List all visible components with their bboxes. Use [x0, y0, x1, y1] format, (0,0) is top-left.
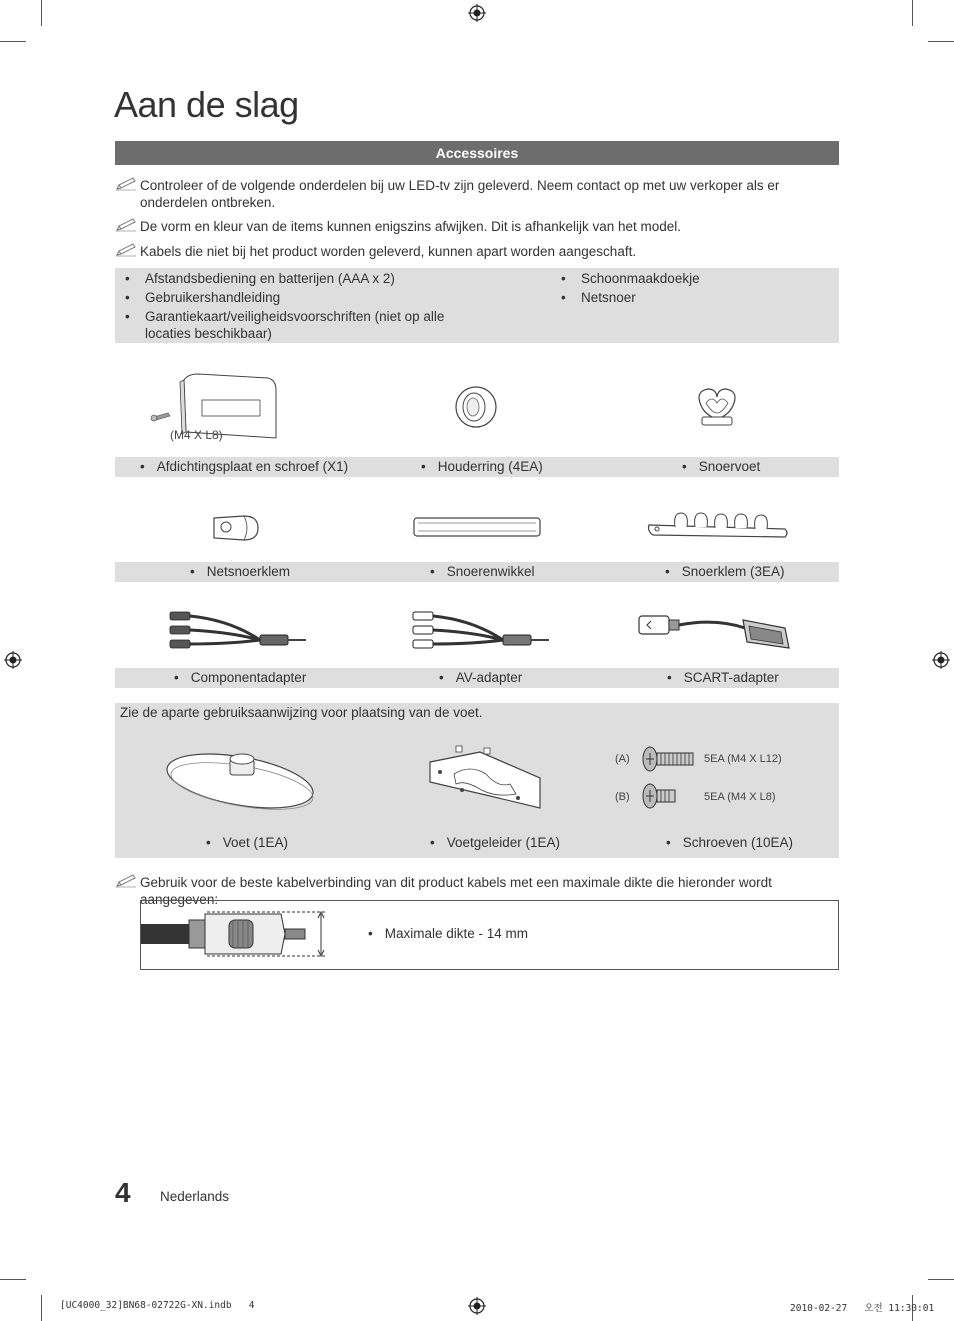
crop-mark	[928, 1279, 954, 1280]
page-number: 4	[115, 1177, 131, 1208]
av-adapter-illustration	[403, 608, 553, 654]
item-caption: • Afdichtingsplaat en schroef (X1)	[140, 457, 348, 477]
stand-intro: Zie de aparte gebruiksaanwijzing voor plaatsing van de voet.	[120, 705, 483, 720]
list-item: • Afstandsbediening en batterijen (AAA x 2)	[145, 270, 505, 287]
crop-mark	[0, 1279, 26, 1280]
pencil-note-icon	[115, 874, 137, 888]
item-caption: • Netsnoerklem	[190, 562, 290, 582]
cable-holder-illustration	[694, 385, 740, 429]
screw-a-spec: 5EA (M4 X L12)	[704, 753, 782, 765]
item-caption: • SCART-adapter	[667, 668, 779, 688]
list-item: • Gebruikershandleiding	[145, 289, 505, 306]
cable-thickness-illustration	[141, 908, 331, 960]
item-caption: • AV-adapter	[439, 668, 522, 688]
holder-ring-illustration	[452, 385, 500, 429]
cable-spec-text: • Maximale dikte - 14 mm	[368, 924, 528, 944]
registration-mark-icon	[468, 4, 486, 22]
scart-adapter-illustration	[635, 608, 800, 654]
cable-clamp-illustration	[645, 507, 791, 543]
item-caption: • Snoerenwikkel	[430, 562, 535, 582]
item-caption: • Voetgeleider (1EA)	[430, 833, 560, 853]
screw-b-spec: 5EA (M4 X L8)	[704, 791, 776, 803]
page-title: Aan de slag	[114, 84, 299, 125]
pencil-note-icon	[115, 243, 137, 257]
item-caption: • Voet (1EA)	[206, 833, 288, 853]
registration-mark-icon	[468, 1297, 486, 1315]
crop-mark	[41, 0, 42, 26]
power-cord-clamp-illustration	[210, 510, 262, 544]
screw-size-label: (M4 X L8)	[170, 428, 223, 442]
registration-mark-icon	[4, 651, 22, 669]
stand-guide-illustration	[420, 744, 550, 812]
item-caption: • Schroeven (10EA)	[666, 833, 793, 853]
item-caption: • Snoerklem (3EA)	[665, 562, 785, 582]
pencil-note-icon	[115, 218, 137, 232]
list-item: • Garantiekaart/veiligheidsvoorschriften (niet op alle locaties beschikbaar)	[145, 308, 490, 342]
note	[115, 218, 839, 235]
section-header: Accessoires	[115, 141, 839, 165]
note	[115, 243, 839, 260]
note-text: Kabels die niet bij het product worden geleverd, kunnen apart worden aangeschaft.	[140, 244, 637, 259]
screw-a-tag: (A)	[615, 753, 630, 765]
list-item: • Netsnoer	[581, 289, 821, 306]
note	[115, 177, 839, 211]
note-text: De vorm en kleur van de items kunnen enigszins afwijken. Dit is afhankelijk van het model.	[140, 219, 682, 234]
component-adapter-illustration	[160, 608, 310, 654]
screw-a-illustration	[640, 745, 696, 773]
print-slug-date: 2010-02-27 오전 11:30:01	[790, 1303, 935, 1314]
crop-mark	[0, 41, 26, 42]
note-text: Gebruik voor de beste kabelverbinding van dit product kabels met een maximale dikte die hieronder wordt aangegeven:	[140, 875, 772, 907]
list-item: • Schoonmaakdoekje	[581, 270, 821, 287]
screw-b-illustration	[640, 782, 680, 810]
print-slug-file: [UC4000_32]BN68-02722G-XN.indb 4	[60, 1300, 255, 1311]
pencil-note-icon	[115, 177, 137, 191]
note-text: Controleer of de volgende onderdelen bij uw LED-tv zijn geleverd. Neem contact op met uw verkoper als er onderdelen ontbreken.	[140, 178, 780, 210]
crop-mark	[41, 1295, 42, 1321]
registration-mark-icon	[932, 651, 950, 669]
item-caption: • Componentadapter	[174, 668, 306, 688]
crop-mark	[912, 0, 913, 26]
item-caption: • Houderring (4EA)	[421, 457, 543, 477]
cable-wrap-illustration	[412, 514, 542, 540]
screw-b-tag: (B)	[615, 791, 630, 803]
language-label: Nederlands	[160, 1189, 230, 1204]
item-caption: • Snoervoet	[682, 457, 760, 477]
crop-mark	[928, 41, 954, 42]
stand-base-illustration	[160, 745, 320, 811]
